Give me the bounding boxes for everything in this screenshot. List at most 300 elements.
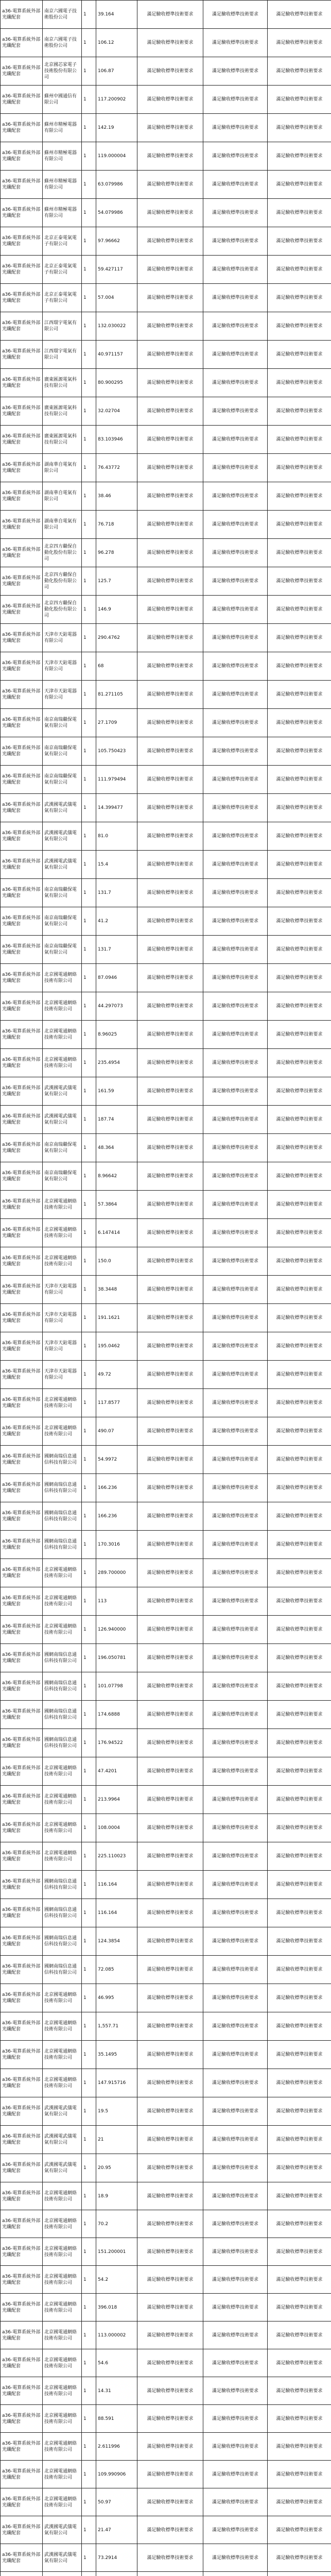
item-name-cell: a36-電算系統外部光纖配套 (1, 2012, 43, 2041)
acceptance-result-cell-1: 滿足驗收標準技術要求 (137, 454, 203, 482)
acceptance-result-cell-2: 滿足驗收標準技術要求 (203, 1871, 268, 1899)
item-name-cell: a36-電算系統外部光纖配套 (1, 2321, 43, 2349)
acceptance-result-cell-2: 滿足驗收標準技術要求 (203, 171, 268, 199)
acceptance-result-cell-2: 滿足驗收標準技術要求 (203, 596, 268, 624)
acceptance-result-cell-3: 滿足驗收標準技術要求 (268, 2097, 331, 2126)
item-name-cell: a36-電算系統外部光纖配套 (1, 29, 43, 57)
acceptance-result-cell-2: 滿足驗收標準技術要求 (203, 1729, 268, 1757)
supplier-cell: 南京南瑞繼保電氣有限公司 (43, 936, 82, 964)
supplier-cell: 北京國芯家電子技術股份有限公司 (43, 57, 82, 86)
table-row (1, 992, 331, 1021)
acceptance-result-cell-2: 滿足驗收標準技術要求 (203, 1899, 268, 1927)
table-row (1, 1842, 331, 1871)
acceptance-result-cell-2: 滿足驗收標準技術要求 (203, 1134, 268, 1162)
amount-cell: 131.7 (96, 879, 137, 907)
acceptance-result-cell-1: 滿足驗收標準技術要求 (137, 284, 203, 312)
amount-cell: 81.271105 (96, 681, 137, 709)
amount-cell: 166.236 (96, 1474, 137, 1502)
acceptance-result-cell-2: 滿足驗收標準技術要求 (203, 624, 268, 652)
acceptance-result-cell-1: 滿足驗收標準技術要求 (137, 2377, 203, 2405)
quantity-cell: 1 (82, 1701, 96, 1729)
item-name-cell: a36-電算系統外部光纖配套 (1, 1446, 43, 1474)
item-name-cell: a36-電算系統外部光纖配套 (1, 171, 43, 199)
amount-cell: 59.427117 (96, 256, 137, 284)
quantity-cell (82, 2572, 96, 2576)
supplier-cell: 北京國電通網絡技術有限公司 (43, 1389, 82, 1417)
acceptance-result-cell-3: 滿足驗收標準技術要求 (268, 794, 331, 822)
acceptance-result-cell-1: 滿足驗收標準技術要求 (137, 1304, 203, 1332)
quantity-cell: 1 (82, 142, 96, 171)
amount-cell: 38.46 (96, 482, 137, 511)
acceptance-result-cell-3: 滿足驗收標準技術要求 (268, 992, 331, 1021)
item-name-cell: a36-電算系統外部光纖配套 (1, 1757, 43, 1786)
supplier-cell: 武漢國電武儀電氣有限公司 (43, 2516, 82, 2544)
acceptance-result-cell-3: 滿足驗收標準技術要求 (268, 2488, 331, 2516)
quantity-cell: 1 (82, 1021, 96, 1049)
table-row (1, 341, 331, 369)
item-name-cell: a36-電算系統外部光纖配套 (1, 2266, 43, 2294)
acceptance-result-cell-1: 滿足驗收標準技術要求 (137, 624, 203, 652)
amount-cell: 146.9 (96, 596, 137, 624)
quantity-cell: 1 (82, 341, 96, 369)
table-row (1, 1077, 331, 1106)
acceptance-result-cell-2: 滿足驗收標準技術要求 (203, 1644, 268, 1672)
acceptance-result-cell-3: 滿足驗收標準技術要求 (268, 1757, 331, 1786)
table-row (1, 766, 331, 794)
item-name-cell: a36-電算系統外部光纖配套 (1, 879, 43, 907)
acceptance-result-cell-2: 滿足驗收標準技術要求 (203, 1531, 268, 1559)
acceptance-result-cell-1: 滿足驗收標準技術要求 (137, 227, 203, 256)
item-name-cell: a36-電算系統外部光纖配套 (1, 1389, 43, 1417)
acceptance-result-cell-1: 滿足驗收標準技術要求 (137, 2405, 203, 2433)
amount-cell: 106.87 (96, 57, 137, 86)
supplier-cell: 北京國電通網絡技術有限公司 (43, 1559, 82, 1587)
supplier-cell: 國網南瑞信息通信科技有限公司 (43, 1729, 82, 1757)
acceptance-result-cell-3: 滿足驗收標準技術要求 (268, 426, 331, 454)
acceptance-result-cell-2: 滿足驗收標準技術要求 (203, 766, 268, 794)
table-row (1, 2405, 331, 2433)
acceptance-result-cell-1: 滿足驗收標準技術要求 (137, 822, 203, 851)
item-name-cell: a36-電算系統外部光纖配套 (1, 1106, 43, 1134)
amount-cell: 289.700000 (96, 1559, 137, 1587)
item-name-cell: a36-電算系統外部光纖配套 (1, 397, 43, 426)
item-name-cell: a36-電算系統外部光纖配套 (1, 2126, 43, 2154)
quantity-cell: 1 (82, 1587, 96, 1616)
acceptance-result-cell-3: 滿足驗收標準技術要求 (268, 1162, 331, 1191)
quantity-cell: 1 (82, 681, 96, 709)
table-row (1, 2321, 331, 2349)
table-row (1, 794, 331, 822)
acceptance-result-cell-1: 滿足驗收標準技術要求 (137, 199, 203, 227)
acceptance-result-cell-2: 滿足驗收標準技術要求 (203, 2488, 268, 2516)
amount-cell: 87.0946 (96, 964, 137, 992)
acceptance-result-cell-1: 滿足驗收標準技術要求 (137, 1927, 203, 1956)
amount-cell: 88.591 (96, 2405, 137, 2433)
quantity-cell: 1 (82, 1984, 96, 2012)
acceptance-result-cell-1: 滿足驗收標準技術要求 (137, 2433, 203, 2461)
item-name-cell: a36-電算系統外部光纖配套 (1, 312, 43, 341)
supplier-cell: 北京四方繼保自動化股份有限公司 (43, 567, 82, 596)
amount-cell: 113 (96, 1587, 137, 1616)
quantity-cell: 1 (82, 284, 96, 312)
item-name-cell: a36-電算系統外部光纖配套 (1, 1304, 43, 1332)
quantity-cell: 1 (82, 2154, 96, 2182)
acceptance-result-cell-3: 滿足驗收標準技術要求 (268, 2377, 331, 2405)
acceptance-result-cell-3: 滿足驗收標準技術要求 (268, 1672, 331, 1701)
table-row (1, 1559, 331, 1587)
amount-cell: 124.3854 (96, 1927, 137, 1956)
amount-cell: 57.3864 (96, 1191, 137, 1219)
item-name-cell: a36-電算系統外部光纖配套 (1, 992, 43, 1021)
acceptance-result-cell-2: 滿足驗收標準技術要求 (203, 1389, 268, 1417)
amount-cell: 32.02704 (96, 397, 137, 426)
acceptance-result-cell-3: 滿足驗收標準技術要求 (268, 2182, 331, 2210)
acceptance-result-cell-1: 滿足驗收標準技術要求 (137, 1672, 203, 1701)
amount-cell: 27.1709 (96, 709, 137, 737)
acceptance-result-cell-2: 滿足驗收標準技術要求 (203, 1417, 268, 1446)
acceptance-result-cell-1: 滿足驗收標準技術要求 (137, 341, 203, 369)
item-name-cell: a36-電算系統外部光纖配套 (1, 227, 43, 256)
amount-cell: 176.94522 (96, 1729, 137, 1757)
item-name-cell: a36-電算系統外部光纖配套 (1, 1984, 43, 2012)
quantity-cell: 1 (82, 1191, 96, 1219)
item-name-cell: a36-電算系統外部光纖配套 (1, 1729, 43, 1757)
acceptance-result-cell-3: 滿足驗收標準技術要求 (268, 681, 331, 709)
amount-cell: 490.07 (96, 1417, 137, 1446)
acceptance-result-cell-3: 滿足驗收標準技術要求 (268, 369, 331, 397)
supplier-cell: 北京國電通網絡技術有限公司 (43, 2461, 82, 2488)
acceptance-result-cell-2: 滿足驗收標準技術要求 (203, 936, 268, 964)
table-row (1, 1417, 331, 1446)
item-name-cell: a36-電算系統外部光纖配套 (1, 57, 43, 86)
acceptance-result-cell-3: 滿足驗收標準技術要求 (268, 2238, 331, 2266)
acceptance-result-cell-1: 滿足驗收標準技術要求 (137, 1814, 203, 1842)
quantity-cell: 1 (82, 2433, 96, 2461)
item-name-cell: a36-電算系統外部光纖配套 (1, 2238, 43, 2266)
acceptance-result-cell-3: 滿足驗收標準技術要求 (268, 2349, 331, 2377)
supplier-cell: 北京國電通網絡技術有限公司 (43, 2488, 82, 2516)
table-row (1, 2210, 331, 2238)
acceptance-result-cell-3: 滿足驗收標準技術要求 (268, 737, 331, 766)
item-name-cell: a36-電算系統外部光纖配套 (1, 2294, 43, 2321)
acceptance-result-cell-3: 滿足驗收標準技術要求 (268, 596, 331, 624)
acceptance-result-cell-2: 滿足驗收標準技術要求 (203, 652, 268, 681)
table-row (1, 2544, 331, 2572)
acceptance-result-cell-2: 滿足驗收標準技術要求 (203, 2516, 268, 2544)
acceptance-result-cell-3: 滿足驗收標準技術要求 (268, 822, 331, 851)
acceptance-result-cell-2: 滿足驗收標準技術要求 (203, 1956, 268, 1984)
item-name-cell: a36-電算系統外部光纖配套 (1, 1361, 43, 1389)
amount-cell: 225.110023 (96, 1842, 137, 1871)
amount-cell: 70.2 (96, 2210, 137, 2238)
supplier-cell: 北京正泰電氣電子有限公司 (43, 256, 82, 284)
amount-cell: 196.050781 (96, 1644, 137, 1672)
supplier-cell: 南京六國電子技術股份公司 (43, 1, 82, 29)
acceptance-result-cell-1: 滿足驗收標準技術要求 (137, 482, 203, 511)
acceptance-result-cell-3: 滿足驗收標準技術要求 (268, 1219, 331, 1247)
table-row (1, 709, 331, 737)
item-name-cell: a36-電算系統外部光纖配套 (1, 1021, 43, 1049)
acceptance-result-cell-2: 滿足驗收標準技術要求 (203, 454, 268, 482)
amount-cell: 14.31 (96, 2377, 137, 2405)
table-row (1, 1, 331, 29)
acceptance-result-cell-3: 滿足驗收標準技術要求 (268, 284, 331, 312)
supplier-cell: 武漢國電武儀電氣有限公司 (43, 1106, 82, 1134)
item-name-cell: a36-電算系統外部光纖配套 (1, 1899, 43, 1927)
acceptance-result-cell-2: 滿足驗收標準技術要求 (203, 2544, 268, 2572)
acceptance-result-cell-3: 滿足驗收標準技術要求 (268, 1502, 331, 1531)
supplier-cell: 北京國電通網絡技術有限公司 (43, 1757, 82, 1786)
acceptance-result-cell-3: 滿足驗收標準技術要求 (268, 2461, 331, 2488)
supplier-cell: 北京國電通網絡技術有限公司 (43, 1842, 82, 1871)
acceptance-result-cell-1: 滿足驗收標準技術要求 (137, 1559, 203, 1587)
acceptance-result-cell-2: 滿足驗收標準技術要求 (203, 1842, 268, 1871)
acceptance-result-cell-2: 滿足驗收標準技術要求 (203, 1162, 268, 1191)
table-row (1, 2572, 331, 2576)
acceptance-result-cell-3: 滿足驗收標準技術要求 (268, 482, 331, 511)
item-name-cell: a36-電算系統外部光纖配套 (1, 1077, 43, 1106)
table-row (1, 936, 331, 964)
table-row (1, 1531, 331, 1559)
amount-cell: 14.399477 (96, 794, 137, 822)
amount-cell: 2.611996 (96, 2433, 137, 2461)
supplier-cell: 國網南瑞信息通信科技有限公司 (43, 1871, 82, 1899)
amount-cell: 150.0 (96, 1247, 137, 1276)
acceptance-result-cell-3: 滿足驗收標準技術要求 (268, 2516, 331, 2544)
table-row (1, 2182, 331, 2210)
amount-cell: 47.4201 (96, 1757, 137, 1786)
supplier-cell: 北京國電通網絡技術有限公司 (43, 1417, 82, 1446)
amount-cell: 108.0004 (96, 1814, 137, 1842)
table-row (1, 227, 331, 256)
table-row (1, 1587, 331, 1616)
item-name-cell: a36-電算系統外部光纖配套 (1, 936, 43, 964)
quantity-cell: 1 (82, 2069, 96, 2097)
supplier-cell: 武漢國電武儀電氣有限公司 (43, 822, 82, 851)
acceptance-result-cell-2: 滿足驗收標準技術要求 (203, 1332, 268, 1361)
amount-cell: 19.5 (96, 2097, 137, 2126)
acceptance-result-cell-3: 滿足驗收標準技術要求 (268, 2126, 331, 2154)
table-row (1, 907, 331, 936)
item-name-cell: a36-電算系統外部光纖配套 (1, 2097, 43, 2126)
acceptance-result-cell-1: 滿足驗收標準技術要求 (137, 2041, 203, 2069)
item-name-cell: a36-電算系統外部光纖配套 (1, 737, 43, 766)
item-name-cell: a36-電算系統外部光纖配套 (1, 2041, 43, 2069)
acceptance-result-cell-2: 滿足驗收標準技術要求 (203, 964, 268, 992)
supplier-cell: 北京國電通網絡技術有限公司 (43, 2069, 82, 2097)
supplier-cell: 北京國電通網絡技術有限公司 (43, 1191, 82, 1219)
acceptance-result-cell-1: 滿足驗收標準技術要求 (137, 2488, 203, 2516)
quantity-cell: 1 (82, 1361, 96, 1389)
acceptance-result-cell-3: 滿足驗收標準技術要求 (268, 1191, 331, 1219)
item-name-cell: a36-電算系統外部光纖配套 (1, 1672, 43, 1701)
item-name-cell: a36-電算系統外部光纖配套 (1, 1134, 43, 1162)
acceptance-result-cell-3: 滿足驗收標準技術要求 (268, 2294, 331, 2321)
quantity-cell: 1 (82, 1814, 96, 1842)
supplier-cell: 北京國電通網絡技術有限公司 (43, 2321, 82, 2349)
item-name-cell: a36-電算系統外部光纖配套 (1, 142, 43, 171)
amount-cell: 44.297073 (96, 992, 137, 1021)
quantity-cell: 1 (82, 737, 96, 766)
amount-cell: 72.085 (96, 1956, 137, 1984)
table-row (1, 624, 331, 652)
acceptance-result-cell-1: 滿足驗收標準技術要求 (137, 1446, 203, 1474)
acceptance-result-cell-1: 滿足驗收標準技術要求 (137, 907, 203, 936)
acceptance-result-cell-1: 滿足驗收標準技術要求 (137, 1474, 203, 1502)
supplier-cell: 北京國電通網絡技術有限公司 (43, 2377, 82, 2405)
table-row (1, 2516, 331, 2544)
item-name-cell: a36-電算系統外部光纖配套 (1, 199, 43, 227)
item-name-cell: a36-電算系統外部光纖配套 (1, 369, 43, 397)
table-row (1, 256, 331, 284)
quantity-cell: 1 (82, 2488, 96, 2516)
acceptance-result-cell-1: 滿足驗收標準技術要求 (137, 1757, 203, 1786)
acceptance-result-cell-3: 滿足驗收標準技術要求 (268, 1729, 331, 1757)
supplier-cell: 國網南瑞信息通信科技有限公司 (43, 1701, 82, 1729)
table-row (1, 397, 331, 426)
acceptance-result-cell-2: 滿足驗收標準技術要求 (203, 2210, 268, 2238)
acceptance-result-cell-1: 滿足驗收標準技術要求 (137, 2154, 203, 2182)
supplier-cell: 天津市天鉆電器有限公司 (43, 1361, 82, 1389)
quantity-cell: 1 (82, 2041, 96, 2069)
acceptance-result-cell-1: 滿足驗收標準技術要求 (137, 964, 203, 992)
supplier-cell: 北京四方繼保自動化股份有限公司 (43, 596, 82, 624)
quantity-cell: 1 (82, 652, 96, 681)
item-name-cell: a36-電算系統外部光纖配套 (1, 624, 43, 652)
acceptance-result-cell-2: 滿足驗收標準技術要求 (203, 1446, 268, 1474)
supplier-cell: 天津市天鉆電器有限公司 (43, 681, 82, 709)
table-row (1, 1956, 331, 1984)
acceptance-result-cell-1: 滿足驗收標準技術要求 (137, 1276, 203, 1304)
amount-cell: 38.3448 (96, 1276, 137, 1304)
amount-cell: 46.995 (96, 1984, 137, 2012)
acceptance-result-cell-1: 滿足驗收標準技術要求 (137, 1049, 203, 1077)
quantity-cell: 1 (82, 907, 96, 936)
acceptance-result-cell-3: 滿足驗收標準技術要求 (268, 1, 331, 29)
item-name-cell: a36-電算系統外部光纖配套 (1, 1247, 43, 1276)
acceptance-result-cell-3: 滿足驗收標準技術要求 (268, 1531, 331, 1559)
quantity-cell: 1 (82, 1162, 96, 1191)
acceptance-result-cell-3: 滿足驗收標準技術要求 (268, 2405, 331, 2433)
acceptance-result-cell-2: 滿足驗收標準技術要求 (203, 1701, 268, 1729)
acceptance-result-cell-3: 滿足驗收標準技術要求 (268, 1956, 331, 1984)
amount-cell: 40.971157 (96, 341, 137, 369)
supplier-cell: 國網南瑞信息通信科技有限公司 (43, 1446, 82, 1474)
item-name-cell: a36-電算系統外部光纖配套 (1, 907, 43, 936)
acceptance-result-cell-2: 滿足驗收標準技術要求 (203, 142, 268, 171)
supplier-cell: 國網南瑞信息通信科技有限公司 (43, 1502, 82, 1531)
quantity-cell: 1 (82, 2012, 96, 2041)
table-row (1, 2069, 331, 2097)
table-row (1, 1899, 331, 1927)
amount-cell: 8.96025 (96, 1021, 137, 1049)
amount-cell: 195.0462 (96, 1332, 137, 1361)
acceptance-result-cell-1: 滿足驗收標準技術要求 (137, 86, 203, 114)
acceptance-result-cell-1: 滿足驗收標準技術要求 (137, 1332, 203, 1361)
table-row (1, 57, 331, 86)
acceptance-result-cell-1: 滿足驗收標準技術要求 (137, 596, 203, 624)
quantity-cell: 1 (82, 2544, 96, 2572)
acceptance-result-cell-2: 滿足驗收標準技術要求 (203, 2266, 268, 2294)
acceptance-result-cell-3: 滿足驗收標準技術要求 (268, 1389, 331, 1417)
quantity-cell: 1 (82, 86, 96, 114)
item-name-cell: a36-電算系統外部光纖配套 (1, 1871, 43, 1899)
item-name-cell: a36-電算系統外部光纖配套 (1, 567, 43, 596)
item-name-cell: a36-電算系統外部光纖配套 (1, 1219, 43, 1247)
quantity-cell: 1 (82, 1106, 96, 1134)
quantity-cell: 1 (82, 709, 96, 737)
acceptance-result-cell-1: 滿足驗收標準技術要求 (137, 794, 203, 822)
quantity-cell: 1 (82, 766, 96, 794)
acceptance-result-cell-3: 滿足驗收標準技術要求 (268, 1927, 331, 1956)
table-row (1, 1162, 331, 1191)
acceptance-result-cell-1: 滿足驗收標準技術要求 (137, 2097, 203, 2126)
quantity-cell: 1 (82, 29, 96, 57)
quantity-cell: 1 (82, 1757, 96, 1786)
item-name-cell: a36-電算系統外部光纖配套 (1, 2544, 43, 2572)
amount-cell: 213.9964 (96, 1786, 137, 1814)
supplier-cell: 國網南瑞信息通信科技有限公司 (43, 1474, 82, 1502)
supplier-cell: 北京正泰電氣電子有限公司 (43, 284, 82, 312)
amount-cell: 191.1621 (96, 1304, 137, 1332)
amount-cell: 76.718 (96, 511, 137, 539)
acceptance-result-cell-1: 滿足驗收標準技術要求 (137, 2266, 203, 2294)
supplier-cell: 北京國電通網絡技術有限公司 (43, 1616, 82, 1644)
acceptance-result-cell-1: 滿足驗收標準技術要求 (137, 1644, 203, 1672)
item-name-cell: a36-電算系統外部光纖配套 (1, 964, 43, 992)
supplier-cell: 天津市天鉆電器有限公司 (43, 1332, 82, 1361)
acceptance-result-cell-1: 滿足驗收標準技術要求 (137, 2210, 203, 2238)
acceptance-result-cell-2: 滿足驗收標準技術要求 (203, 2041, 268, 2069)
table-row (1, 1474, 331, 1502)
quantity-cell: 1 (82, 171, 96, 199)
table-body (1, 1, 331, 2576)
item-name-cell: a36-電算系統外部光纖配套 (1, 2069, 43, 2097)
quantity-cell: 1 (82, 992, 96, 1021)
quantity-cell: 1 (82, 1077, 96, 1106)
acceptance-result-cell-2: 滿足驗收標準技術要求 (203, 2294, 268, 2321)
acceptance-result-cell-1: 滿足驗收標準技術要求 (137, 1021, 203, 1049)
acceptance-result-cell-1: 滿足驗收標準技術要求 (137, 1899, 203, 1927)
acceptance-result-cell-1: 滿足驗收標準技術要求 (137, 312, 203, 341)
quantity-cell: 1 (82, 482, 96, 511)
table-row (1, 2461, 331, 2488)
table-row (1, 2349, 331, 2377)
quantity-cell: 1 (82, 1956, 96, 1984)
supplier-cell: 江西環宇電氣有限公司 (43, 341, 82, 369)
amount-cell: 54.9972 (96, 1446, 137, 1474)
acceptance-result-cell-1: 滿足驗收標準技術要求 (137, 1389, 203, 1417)
acceptance-result-cell-1: 滿足驗收標準技術要求 (137, 2461, 203, 2488)
acceptance-result-cell-3: 滿足驗收標準技術要求 (268, 2321, 331, 2349)
acceptance-result-cell-2: 滿足驗收標準技術要求 (203, 822, 268, 851)
item-name-cell: a36-電算系統外部光纖配套 (1, 1786, 43, 1814)
item-name-cell: a36-電算系統外部光纖配套 (1, 1587, 43, 1616)
quantity-cell: 1 (82, 936, 96, 964)
supplier-cell: 北京國電通網絡技術有限公司 (43, 1247, 82, 1276)
supplier-cell: 武漢國電武儀電氣有限公司 (43, 2544, 82, 2572)
acceptance-result-cell-3: 滿足驗收標準技術要求 (268, 312, 331, 341)
quantity-cell: 1 (82, 1247, 96, 1276)
supplier-cell: 北京國電通網絡技術有限公司 (43, 2294, 82, 2321)
item-name-cell: a36-電算系統外部光纖配套 (1, 2349, 43, 2377)
acceptance-result-cell-2: 滿足驗收標準技術要求 (203, 681, 268, 709)
acceptance-result-cell-3: 滿足驗收標準技術要求 (268, 256, 331, 284)
quantity-cell: 1 (82, 1502, 96, 1531)
amount-cell: 290.4762 (96, 624, 137, 652)
acceptance-result-cell-1: 滿足驗收標準技術要求 (137, 652, 203, 681)
supplier-cell: 北京國電通網絡技術有限公司 (43, 1587, 82, 1616)
